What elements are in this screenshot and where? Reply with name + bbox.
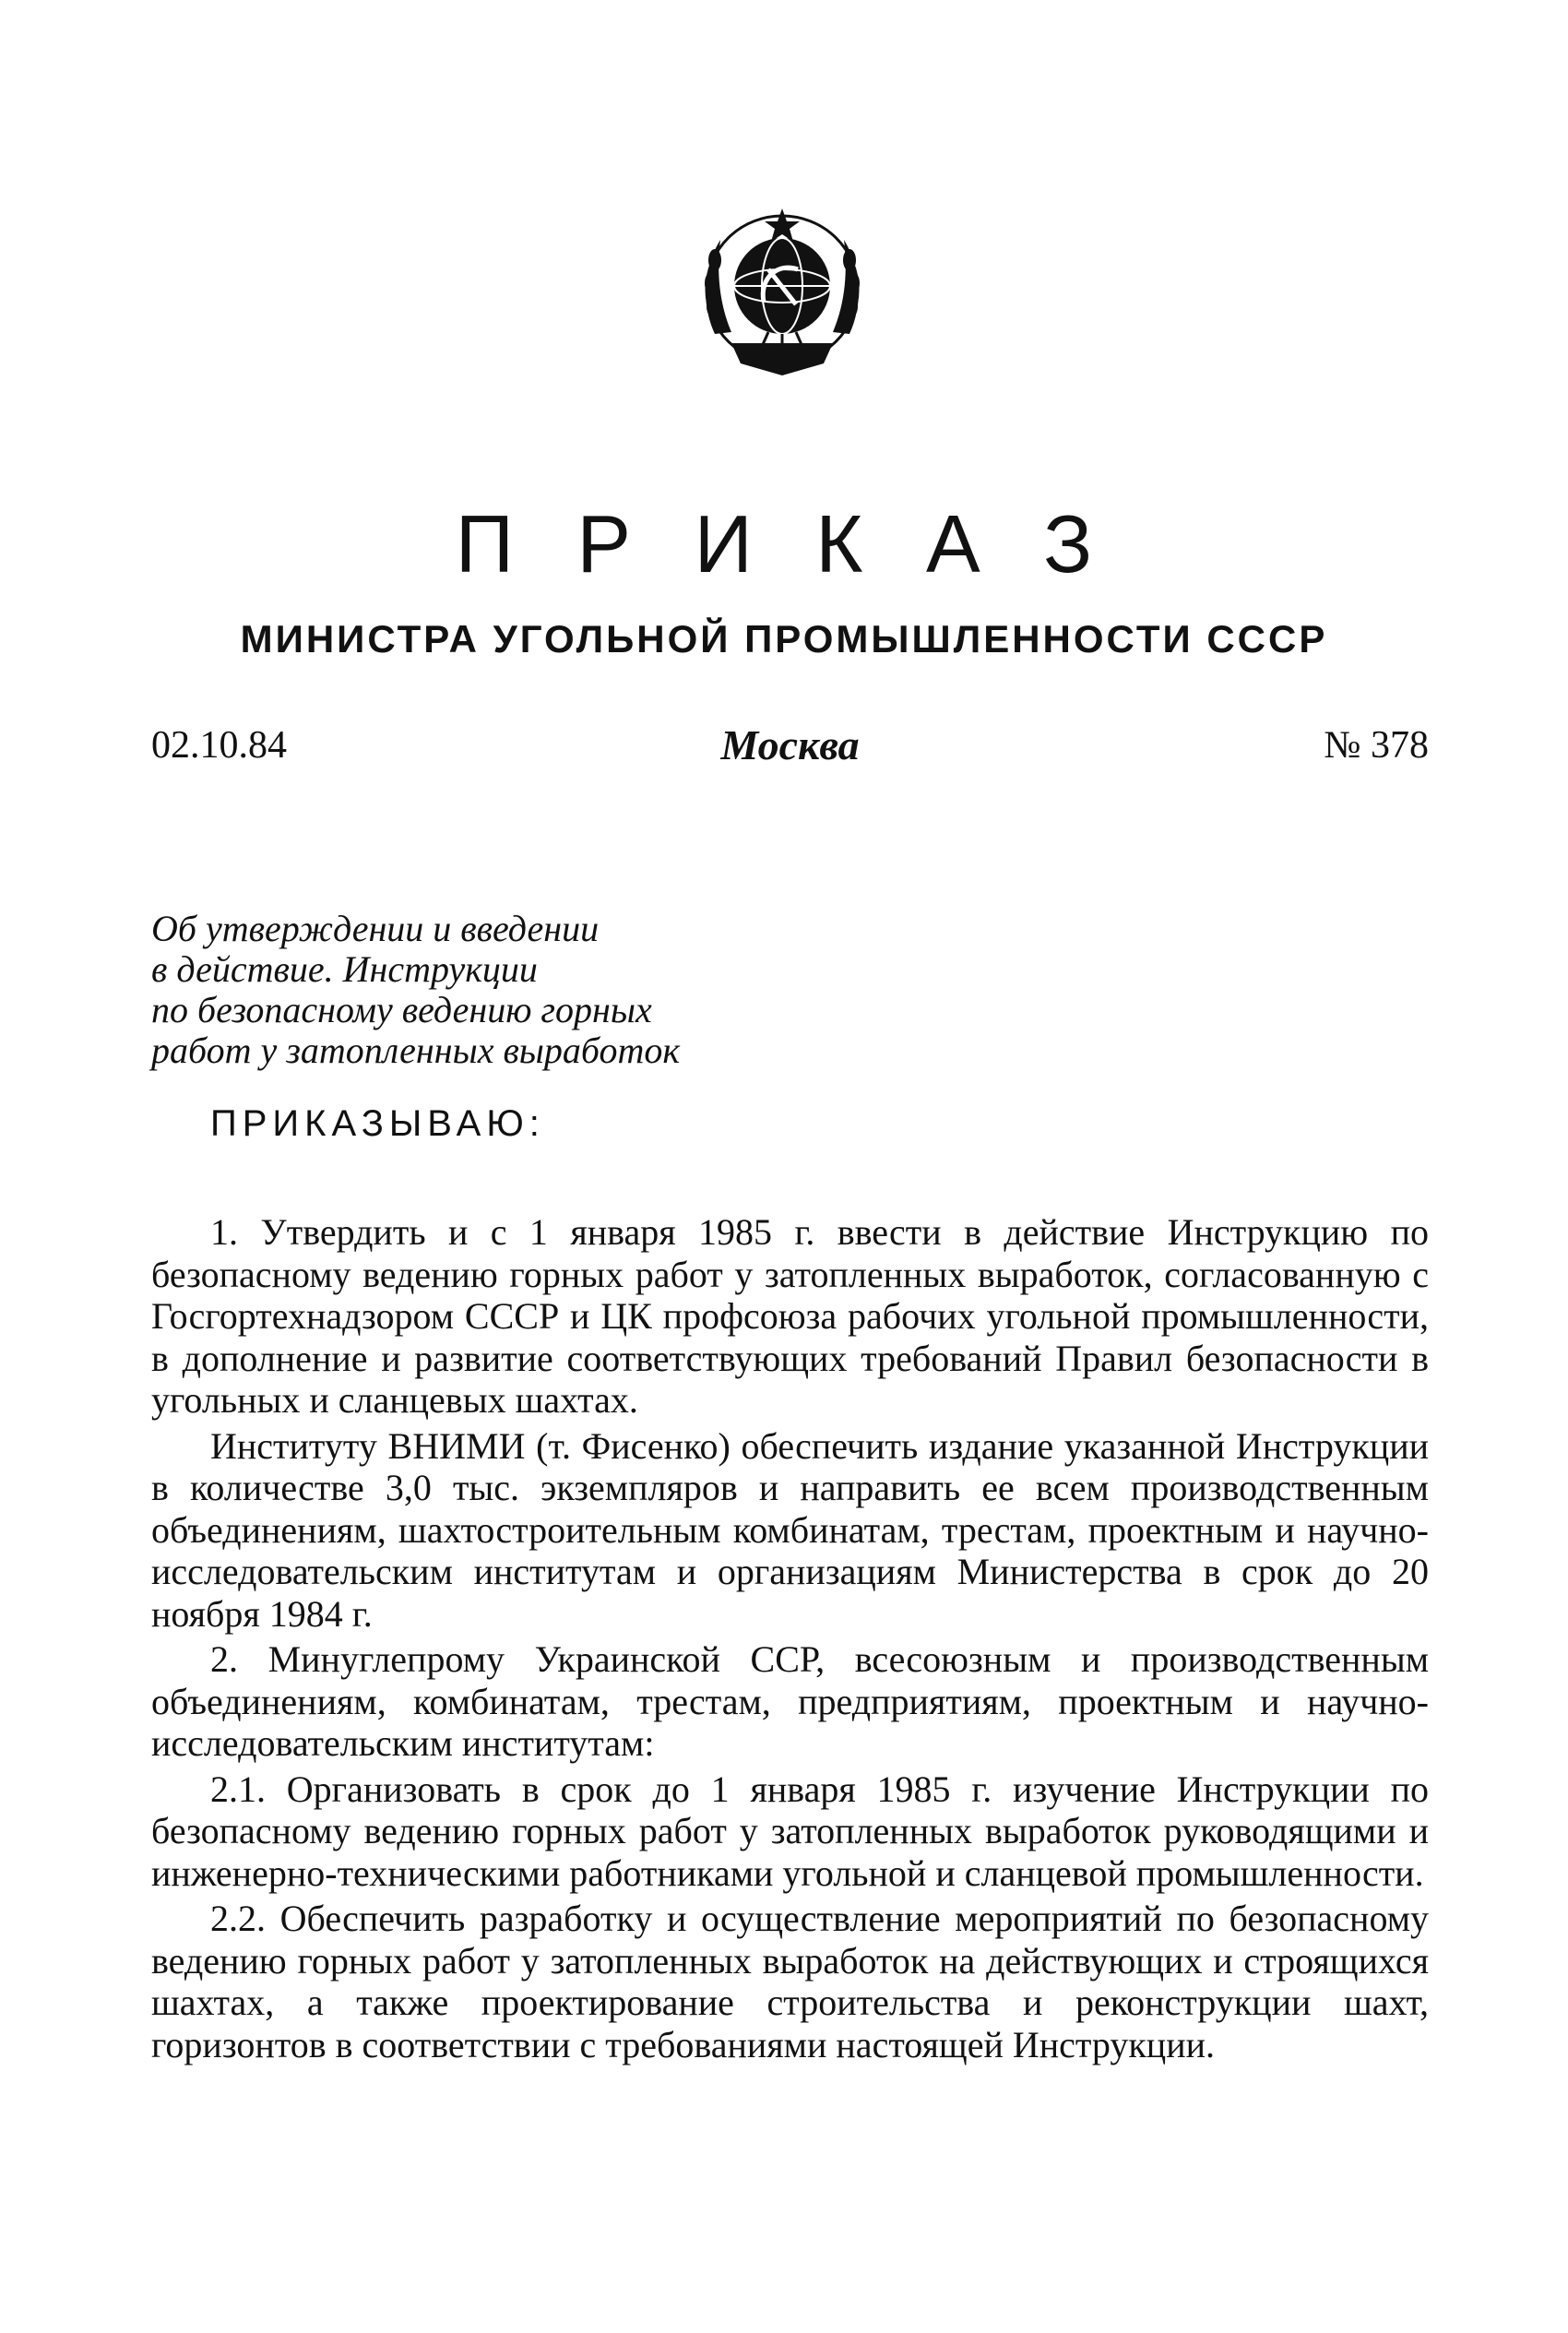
paragraph-1: 1. Утвердить и с 1 января 1985 г. ввести в действие Инструкцию по безопасному ведению горных работ у затопленных выработок, согласованную с Госгортехнадзором СССР и ЦК профсоюза рабочих угольной промышленности, в дополнение и развитие соответствующих требований Правил безопасности в угольных и сланцевых шахтах. [151, 1211, 1429, 1421]
document-title: П Р И К А З [455, 498, 1113, 589]
paragraph-institute: Институту ВНИМИ (т. Фисенко) обеспечить издание указанной Инструкции в количестве 3,0 тыс. экземпляров и направить ее всем производственным объединениям, шахтостроительным комбинатам, трестам, проектным и научно-исследовательским институтам и организациям Министерства в срок до 20 ноября 1984 г. [151, 1424, 1429, 1635]
document-city: Москва [720, 721, 860, 768]
order-body [151, 1211, 1429, 2069]
document-subtitle: МИНИСТРА УГОЛЬНОЙ ПРОМЫШЛЕННОСТИ СССР [240, 617, 1328, 661]
topic-line: в действие. Инструкции [151, 948, 538, 990]
paragraph-2-2: 2.2. Обеспечить разработку и осуществление мероприятий по безопасному ведению горных работ у затопленных выработок на действующих и строящихся шахтах, а также проектирование строительства и реконструкции шахт, горизонтов в соответствии с требованиями настоящей Инструкции. [151, 1898, 1429, 2065]
orders-heading: ПРИКАЗЫВАЮ: [210, 1103, 545, 1144]
document-number: № 378 [1324, 724, 1429, 767]
document-meta-row [151, 718, 1429, 773]
paragraph-2-1: 2.1. Организовать в срок до 1 января 1985 г. изучение Инструкции по безопасному ведению горных работ у затопленных выработок руководящими и инженерно-техническими работниками угольной и сланцевой промышленности. [151, 1768, 1429, 1894]
topic-line: Об утверждении и введении [151, 908, 600, 949]
topic-line: работ у затопленных выработок [151, 1030, 681, 1071]
ussr-emblem-icon [695, 205, 870, 385]
topic-line: по безопасному ведению горных [151, 989, 652, 1030]
paragraph-2: 2. Минуглепрому Украинской ССР, всесоюзным и производственным объединениям, комбинатам, трестам, предприятиям, проектным и научно-исследовательским институтам: [151, 1638, 1429, 1764]
document-date: 02.10.84 [151, 724, 287, 767]
order-topic [151, 909, 852, 1071]
